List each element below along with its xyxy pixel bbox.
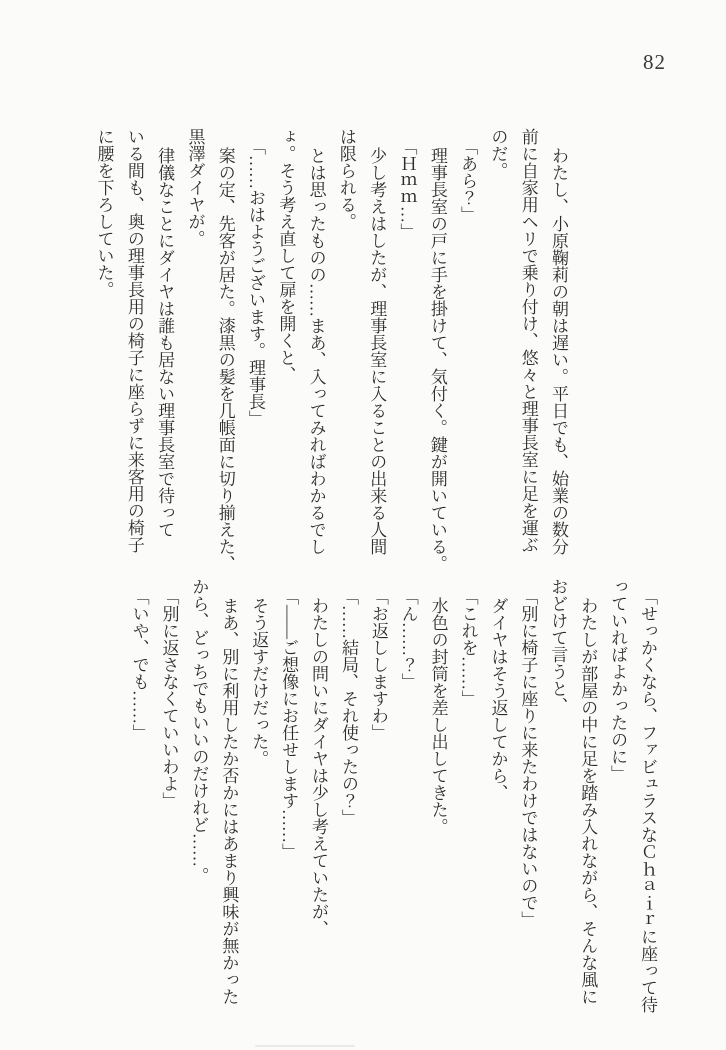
page-number: 82 (643, 50, 666, 74)
text-line: わたしの問いにダイヤは少し考えていたが、 (309, 596, 329, 937)
text-line: 「別に椅子に座りに来たわけではないので」 (518, 588, 538, 929)
text-line: 「いや、でも……」 (129, 588, 149, 742)
text-line: から、どっちでもいいのだけれど……。 (189, 578, 209, 884)
text-line: そう返すだけだった。 (249, 596, 269, 767)
text-line: 「せっかくなら、ファビュラスなＣｈａｉｒに座って待 (638, 588, 657, 1014)
text-block-lower (124, 578, 662, 1018)
text-line: ょ。そう考え直して扉を開くと、 (276, 128, 296, 383)
text-line: 「――ご想像にお任せします……」 (279, 588, 299, 861)
text-line: 水色の封筒を差し出してきた。 (428, 596, 448, 835)
text-line: 理事長室の戸に手を掛けて、気付く。鍵が開いている。 (427, 146, 447, 572)
text-line: に腰を下ろしていた。 (94, 128, 114, 298)
text-line: 前に自家用ヘリで乗り付け、悠々と理事長室に足を運ぶ (518, 128, 538, 553)
text-line: 「これを……」 (458, 588, 478, 708)
text-line: のだ。 (488, 128, 508, 179)
text-line: わたし、小原鞠莉の朝は遅い。平日でも、始業の数分 (549, 146, 568, 555)
text-line: 「……結局、それ使ったの？」 (338, 588, 358, 827)
text-block-upper (88, 128, 573, 572)
text-line: 「Ｈｍｍ…」 (397, 138, 417, 241)
text-line: 案の定、先客が居た。漆黒の髪を几帳面に切り揃えた、 (215, 146, 235, 572)
text-line: 少し考えはしたが、理事長室に入ることの出来る人間 (367, 146, 387, 555)
text-line: 「……おはようございます。理事長」 (246, 138, 266, 428)
text-line: 「あら？」 (458, 138, 478, 224)
text-line: 黒澤ダイヤが。 (185, 128, 205, 247)
text-line: わたしが部屋の中に足を踏み入れながら、そんな風に (578, 596, 598, 1005)
text-line: 「お返ししますわ」 (368, 588, 388, 742)
text-line: とは思ったものの……まあ、入ってみればわかるでし (306, 146, 326, 555)
text-line: は限られる。 (336, 128, 356, 230)
text-line: いる間も、奥の理事長用の椅子に座らずに来客用の椅子 (124, 128, 144, 553)
text-line: まあ、別に利用したか否かにはあまり興味が無かった (219, 596, 239, 1005)
text-line: 「別に返さなくていいわよ」 (159, 588, 179, 810)
scan-artifact-line (255, 1045, 355, 1047)
text-line: おどけて言うと、 (548, 578, 568, 714)
text-line: ダイヤはそう返してから、 (488, 596, 508, 801)
text-line: っていればよかったのに」 (608, 578, 628, 782)
text-line: 律儀なことにダイヤは誰も居ない理事長室で待って (155, 146, 175, 538)
text-line: 「ん……？」 (398, 588, 418, 691)
